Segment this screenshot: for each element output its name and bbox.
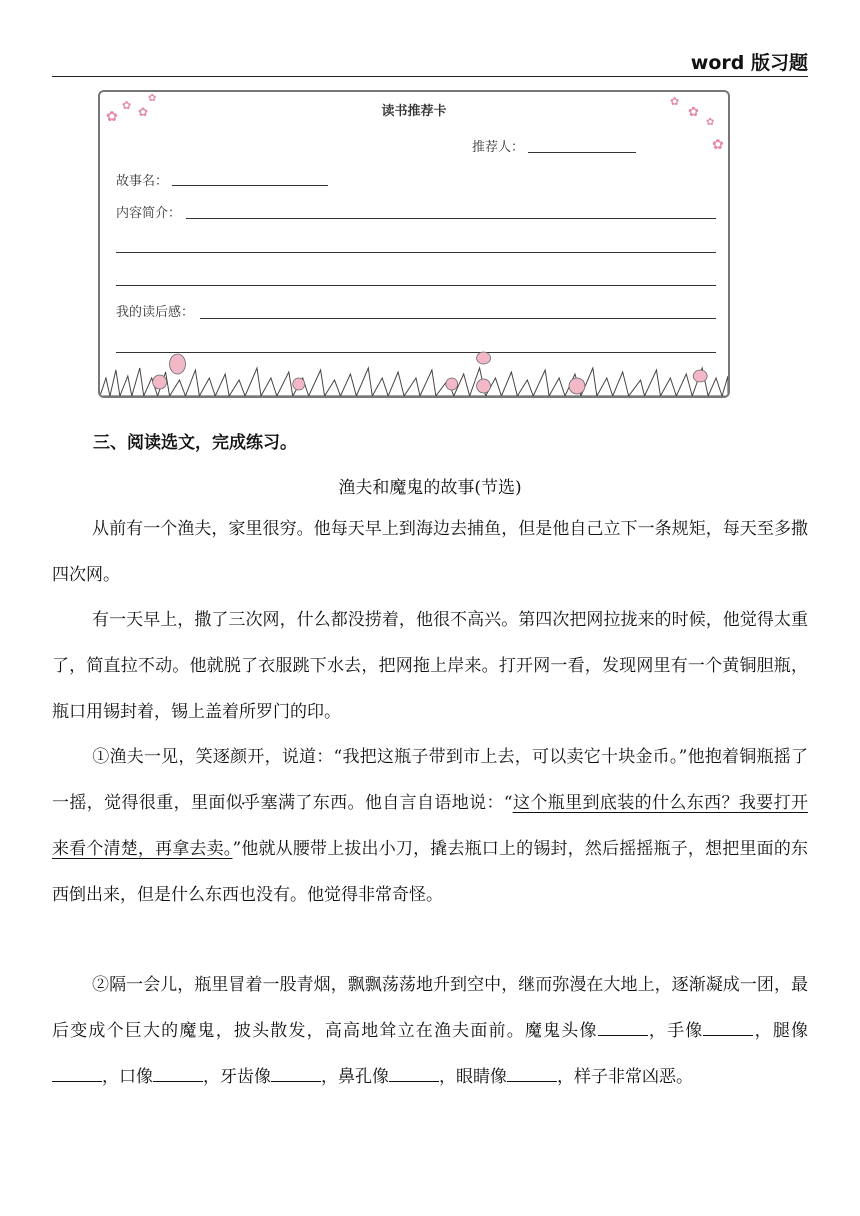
story-name-field[interactable] <box>172 185 328 186</box>
summary-line[interactable] <box>116 252 716 253</box>
star-icon: ✿ <box>138 105 149 119</box>
star-icon: ✿ <box>148 93 157 104</box>
story-paragraph-2: 有一天早上，撒了三次网，什么都没捞着，他很不高兴。第四次把网拉拢来的时候，他觉得太重了，简直拉不动。他就脱了衣服跳下水去，把网拖上岸来。打开网一看，发现网里有一个黄铜胆瓶，瓶口用锡封着，锡上盖着所罗门的印。 <box>52 610 808 722</box>
star-icon: ✿ <box>712 137 724 153</box>
grass-flower-border <box>100 348 728 396</box>
story-paragraph-4: ②隔一会儿，瓶里冒着一股青烟，飘飘荡荡地升到空中，继而弥漫在大地上，逐渐凝成一团，最后变成个巨大的魔鬼，披头散发，高高地耸立在渔夫面前。魔鬼头像 ，手像 ，腿像，口像 ，牙齿像 ，鼻孔像 ，眼睛像 ，样子非常凶恶。 <box>52 975 809 1087</box>
feeling-label: 我的读后感： <box>116 305 195 320</box>
star-icon: ✿ <box>706 117 715 128</box>
star-icon: ✿ <box>688 105 699 120</box>
feeling-field[interactable] <box>200 318 716 319</box>
summary-label: 内容简介： <box>116 206 182 221</box>
star-icon: ✿ <box>122 99 132 112</box>
recommender-label: 推荐人： <box>472 140 525 155</box>
star-icon: ✿ <box>106 109 118 125</box>
star-icon: ✿ <box>670 95 680 108</box>
section-title: 三、阅读选文，完成练习。 <box>93 433 297 453</box>
underlined-sentence: 这个瓶里到底装的什么东西？我要打开来看个清楚，再拿去卖。 <box>52 793 809 859</box>
story-paragraph-1: 从前有一个渔夫，家里很穷。他每天早上到海边去捕鱼，但是他自己立下一条规矩，每天至多撒四次网。 <box>52 519 808 585</box>
answer-blank[interactable] <box>598 1021 648 1036</box>
summary-line[interactable] <box>116 285 716 286</box>
answer-blank[interactable] <box>52 1067 102 1082</box>
answer-blank[interactable] <box>271 1067 321 1082</box>
summary-field[interactable] <box>186 218 716 219</box>
story-name-label: 故事名： <box>116 174 169 189</box>
card-title: 读书推荐卡 <box>381 104 447 119</box>
header-label: word 版习题 <box>690 52 808 74</box>
recommender-field[interactable] <box>528 152 636 153</box>
dotted-emphasis: 似乎 · <box>226 793 261 813</box>
answer-blank[interactable] <box>703 1021 753 1036</box>
answer-blank[interactable] <box>507 1067 557 1082</box>
reading-recommendation-card <box>98 90 730 398</box>
story-paragraph-3: ①渔夫一见，笑逐颜开，说道：“我把这瓶子带到市上去，可以卖它十块金币。”他抱着铜瓶摇了一摇，觉得很重，里面似乎 ·塞满了东西。他自言自语地说：“这个瓶里到底装的什么东西？我要打开来看个清楚，再拿去卖。”他就从腰带上拔出小刀，撬去瓶口上的锡封，然后摇摇瓶子，想把里面的东西倒出来，但是什么东西也没有。他觉得非常奇怪。 <box>52 734 808 918</box>
answer-blank[interactable] <box>389 1067 439 1082</box>
story-title: 渔夫和魔鬼的故事(节选) <box>338 478 522 498</box>
page-header <box>52 44 808 77</box>
answer-blank[interactable] <box>153 1067 203 1082</box>
